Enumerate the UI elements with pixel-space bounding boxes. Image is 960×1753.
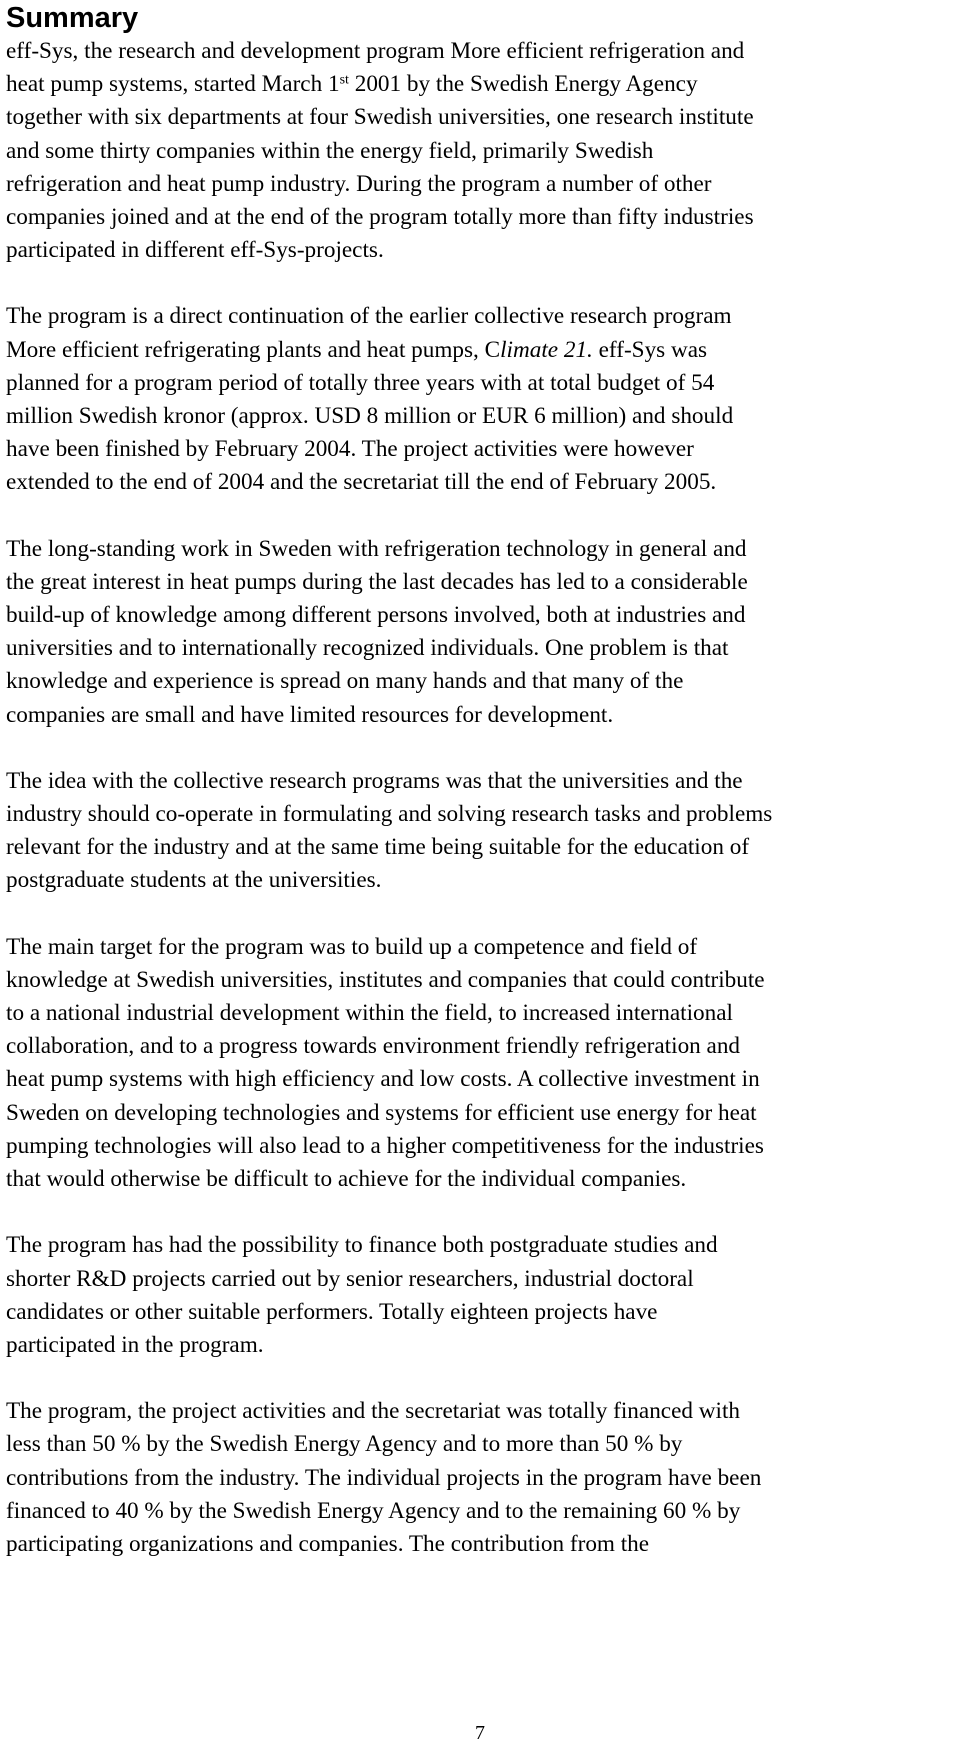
text-line: shorter R&D projects carried out by senior researchers, industrial doctoral <box>6 1265 694 1292</box>
section-heading: Summary <box>6 2 139 34</box>
paragraph-3 <box>6 533 956 732</box>
paragraph-1 <box>6 35 956 267</box>
text-line: million Swedish kronor (approx. USD 8 million or EUR 6 million) and should <box>6 403 734 430</box>
text-line <box>6 68 956 101</box>
italic-text: limate 21. <box>500 336 593 363</box>
text-line: collaboration, and to a progress towards environment friendly refrigeration and <box>6 1033 741 1060</box>
text-line: Sweden on developing technologies and systems for efficient use energy for heat <box>6 1099 757 1126</box>
paragraph-2 <box>6 300 956 499</box>
paragraph-5 <box>6 931 956 1197</box>
text-line: industry should co-operate in formulating and solving research tasks and problems <box>6 801 773 828</box>
paragraph-4 <box>6 765 956 898</box>
text-line: financed to 40 % by the Swedish Energy Agency and to the remaining 60 % by <box>6 1497 741 1524</box>
text-line: eff-Sys, the research and development program More efficient refrigeration and <box>6 38 745 64</box>
text-line: build-up of knowledge among different persons involved, both at industries and <box>6 602 746 629</box>
text-line: postgraduate students at the universities. <box>6 867 382 894</box>
text-line: heat pump systems with high efficiency and low costs. A collective investment in <box>6 1066 760 1093</box>
superscript: st <box>339 72 349 88</box>
text-line: less than 50 % by the Swedish Energy Agency and to more than 50 % by <box>6 1431 683 1458</box>
text-line: universities and to internationally recognized individuals. One problem is that <box>6 635 729 662</box>
text-line: knowledge at Swedish universities, institutes and companies that could contribute <box>6 966 765 993</box>
text-span: 2001 by the Swedish Energy Agency <box>348 71 698 98</box>
text-line: to a national industrial development within the field, to increased international <box>6 1000 733 1027</box>
text-line: companies joined and at the end of the program totally more than fifty industries <box>6 204 754 231</box>
text-line: that would otherwise be difficult to achieve for the individual companies. <box>6 1166 687 1193</box>
text-line: companies are small and have limited resources for development. <box>6 701 614 728</box>
text-line: The program, the project activities and the secretariat was totally financed with <box>6 1398 740 1425</box>
text-line <box>6 334 956 367</box>
text-line: participated in different eff-Sys-projects. <box>6 237 384 264</box>
text-line: contributions from the industry. The individual projects in the program have been <box>6 1464 762 1491</box>
text-line: participated in the program. <box>6 1331 264 1358</box>
text-line: candidates or other suitable performers. Totally eighteen projects have <box>6 1298 658 1325</box>
text-line: participating organizations and companies. The contribution from the <box>6 1530 650 1557</box>
paragraph-6 <box>6 1229 956 1362</box>
text-line: The idea with the collective research programs was that the universities and the <box>6 767 743 794</box>
text-span: More efficient refrigerating plants and heat pumps, C <box>6 336 501 363</box>
text-line: relevant for the industry and at the same time being suitable for the education of <box>6 834 750 861</box>
text-span: eff-Sys was <box>592 336 708 363</box>
page-number: 7 <box>475 1722 485 1744</box>
text-line: extended to the end of 2004 and the secretariat till the end of February 2005. <box>6 469 717 496</box>
text-line: The long-standing work in Sweden with refrigeration technology in general and <box>6 535 747 562</box>
text-line: The program has had the possibility to finance both postgraduate studies and <box>6 1232 718 1259</box>
text-line: The program is a direct continuation of the earlier collective research program <box>6 303 732 330</box>
text-span: heat pump systems, started March 1 <box>6 71 340 98</box>
document-page <box>6 0 956 1561</box>
text-line: The main target for the program was to build up a competence and field of <box>6 933 698 960</box>
text-line: the great interest in heat pumps during the last decades has led to a considerable <box>6 568 748 595</box>
text-line: pumping technologies will also lead to a higher competitiveness for the industries <box>6 1132 764 1159</box>
text-line: refrigeration and heat pump industry. During the program a number of other <box>6 170 712 197</box>
paragraph-7 <box>6 1395 956 1561</box>
text-line: planned for a program period of totally three years with at total budget of 54 <box>6 369 715 396</box>
text-line: and some thirty companies within the energy field, primarily Swedish <box>6 137 654 164</box>
text-line: knowledge and experience is spread on many hands and that many of the <box>6 668 684 695</box>
text-line: have been finished by February 2004. The project activities were however <box>6 436 694 463</box>
text-line: together with six departments at four Swedish universities, one research institute <box>6 104 754 131</box>
